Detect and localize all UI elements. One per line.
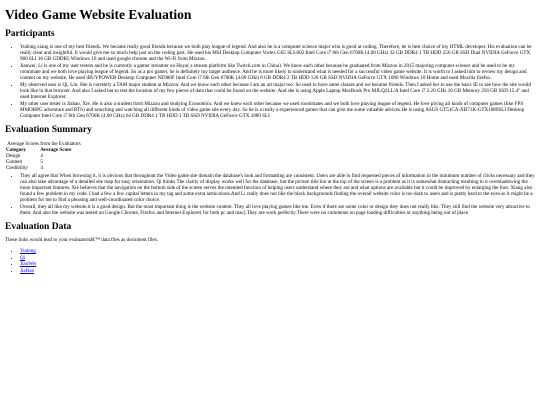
score-cell: 4 — [40, 152, 43, 159]
data-section — [5, 222, 535, 274]
list-item: • They all agree that When browsing it, it is obvious that throughout the Video game site domain the database's look and formatting are consistent. Users are able to find requested pieces of information in the minimum number of clicks necessary and they can also take advantage of a detailed site map for easy orientation. Qi thinks The clarity of display works well for the database, but the picture title bar at the top of the screen is a problem as it is somewhat distracting resulting in it overshadowing the more important features. Xie believes that the navigation on the bottom side of the screen serves the intended function of helping users understand where they are and what options are available but it could be improved by enlarging the font. Xiang also found a few problem in my code. I had a few a few capital letters in my tag and some extra semicolons.And Li really does not like the black backgrounds finding the overall website color is too dark to users and is pretty hard to the eyes.so it might be a problem for me to find a pleasing and well-coordinated color choice. — [20, 173, 535, 203]
list-item — [20, 255, 535, 261]
list-item: • My other user tester is Jiahao, Xie. He is also a student form Mizzou and studying Economics. And we knew each other because we used roommates and we both love playing league of legend. He love plying all kinds of computer games (like FPS MMORPG adventure and RTS) and searching and watching all different kinds of video game site every day. So he is a really a experienced gamer that can give me some valuable advices.He is using ASUS GT51CA-XB71K-GTX1080SLI Desktop Computer Intel Core i7 6th Gen 6700K (4.00 GHz) 64 GB DDR4 1 TB HDD 1 TB SSD NVIDIA GeForce GTX 1080 SLI — [20, 101, 535, 119]
participants-heading: Participants — [5, 28, 55, 39]
list-item — [20, 268, 535, 274]
list-item: • Overall, they all like my website.it is a good design. But the most important thing is the website content. They all love playing games like me. Even if there are some color or design they does not really like. They still find the website very attractive to them. And also the website was tested on Google Chrome, Firefox and Internet Explorer( for both pc and mac).They are work perfectly.There were no comments on page loading difficulties or anything being out of place. — [20, 204, 535, 216]
score-cell: 4 — [40, 164, 43, 171]
link-jiahao[interactable]: JiaHao — [20, 267, 35, 274]
participants-section — [5, 29, 535, 119]
table-header-row — [5, 147, 83, 153]
category-cell: Content — [6, 158, 23, 165]
data-links-list — [5, 248, 535, 274]
link-qi[interactable]: Qi — [20, 254, 26, 261]
table-row — [5, 165, 83, 171]
data-heading: Evaluation Data — [5, 221, 72, 232]
summary-list — [5, 173, 535, 216]
column-header: Category — [6, 146, 27, 153]
list-item — [20, 248, 535, 254]
page-title: Video Game Website Evaluation — [5, 7, 192, 22]
column-header: Average Score — [40, 146, 72, 153]
category-cell: Credibility — [6, 164, 29, 171]
data-intro: These links would lead to your evaluatorsâ€™ data files as document files. — [5, 237, 158, 244]
link-yudong[interactable]: Yudong — [20, 248, 36, 255]
summary-heading: Evaluation Summary — [5, 125, 92, 136]
participants-list — [5, 44, 535, 119]
list-item: • Yudong.xiang is one of my best friends. We became really good friends because we both play league of legend. And also he is a computer science major who is good at coding. Therefore, he is best choice of my HTML developer. His evaluation can be really clear and insightful. It would give me so much help just on the coding part. He used his MSI Desktop Computer Vortex G65 SLI-002 Intel Core i7 6th Gen 6700K (4.00 GHz) 32 GB DDR4 1 TB HDD 256 GB SSD Dual NVIDIA GeForce GTX 980 SLI 16 GB GDDR5 Windows 10 and used google chrome and the Wi-Fi from Mizzou. — [20, 44, 535, 62]
link-jianwei[interactable]: JianWei — [20, 261, 37, 268]
list-item — [20, 261, 535, 267]
score-cell: 5 — [40, 158, 43, 165]
scores-table — [5, 141, 83, 171]
list-item: • My observed user is Qi, Lin. She is currently a TAM major student at Mizzou. And we know each other because I am an art major too. So used to have same classes and we became friends. Then I asked her to use the basic IE to see how the site would look like in that browser. And also I asked her to test the location of my few pieces of data that could be found on the website. And she is using Apple Laptop MacBook Pro MJLQ2LL/A Intel Core i7 2.20 GHz 16 GB Memory 256 GB SSD 15.4" and used Internet Explorer. — [20, 82, 535, 100]
scores-caption: Average Scores from the Evaluators — [7, 140, 81, 147]
summary-section — [5, 125, 535, 215]
category-cell: Design — [6, 152, 21, 159]
list-item: • Jianwei, Li is one of my user testers and he is currently a gamer streamer on Huya( a stream platform like Twitch.com in China). We knew each other because he graduated from Mizzou in 2015 majoring computer science and he used to be my roommate and we both love playing league of legend. So as a pro gamer, he is definitely my target audience. And he is more likely to understand what is needed for a successful video game website. It is worth to I asked him to review my design and content on my website. He used iBUYPOWER Desktop Computer NE980F Intel Core i7 6th Gen 6700K (4.00 GHz) 8 GB DDR4 2 TB HDD 120 GB SSD NVIDIA GeForce GTX 1080 Windows 10 Home and used Mozilla firefox. — [20, 63, 535, 81]
